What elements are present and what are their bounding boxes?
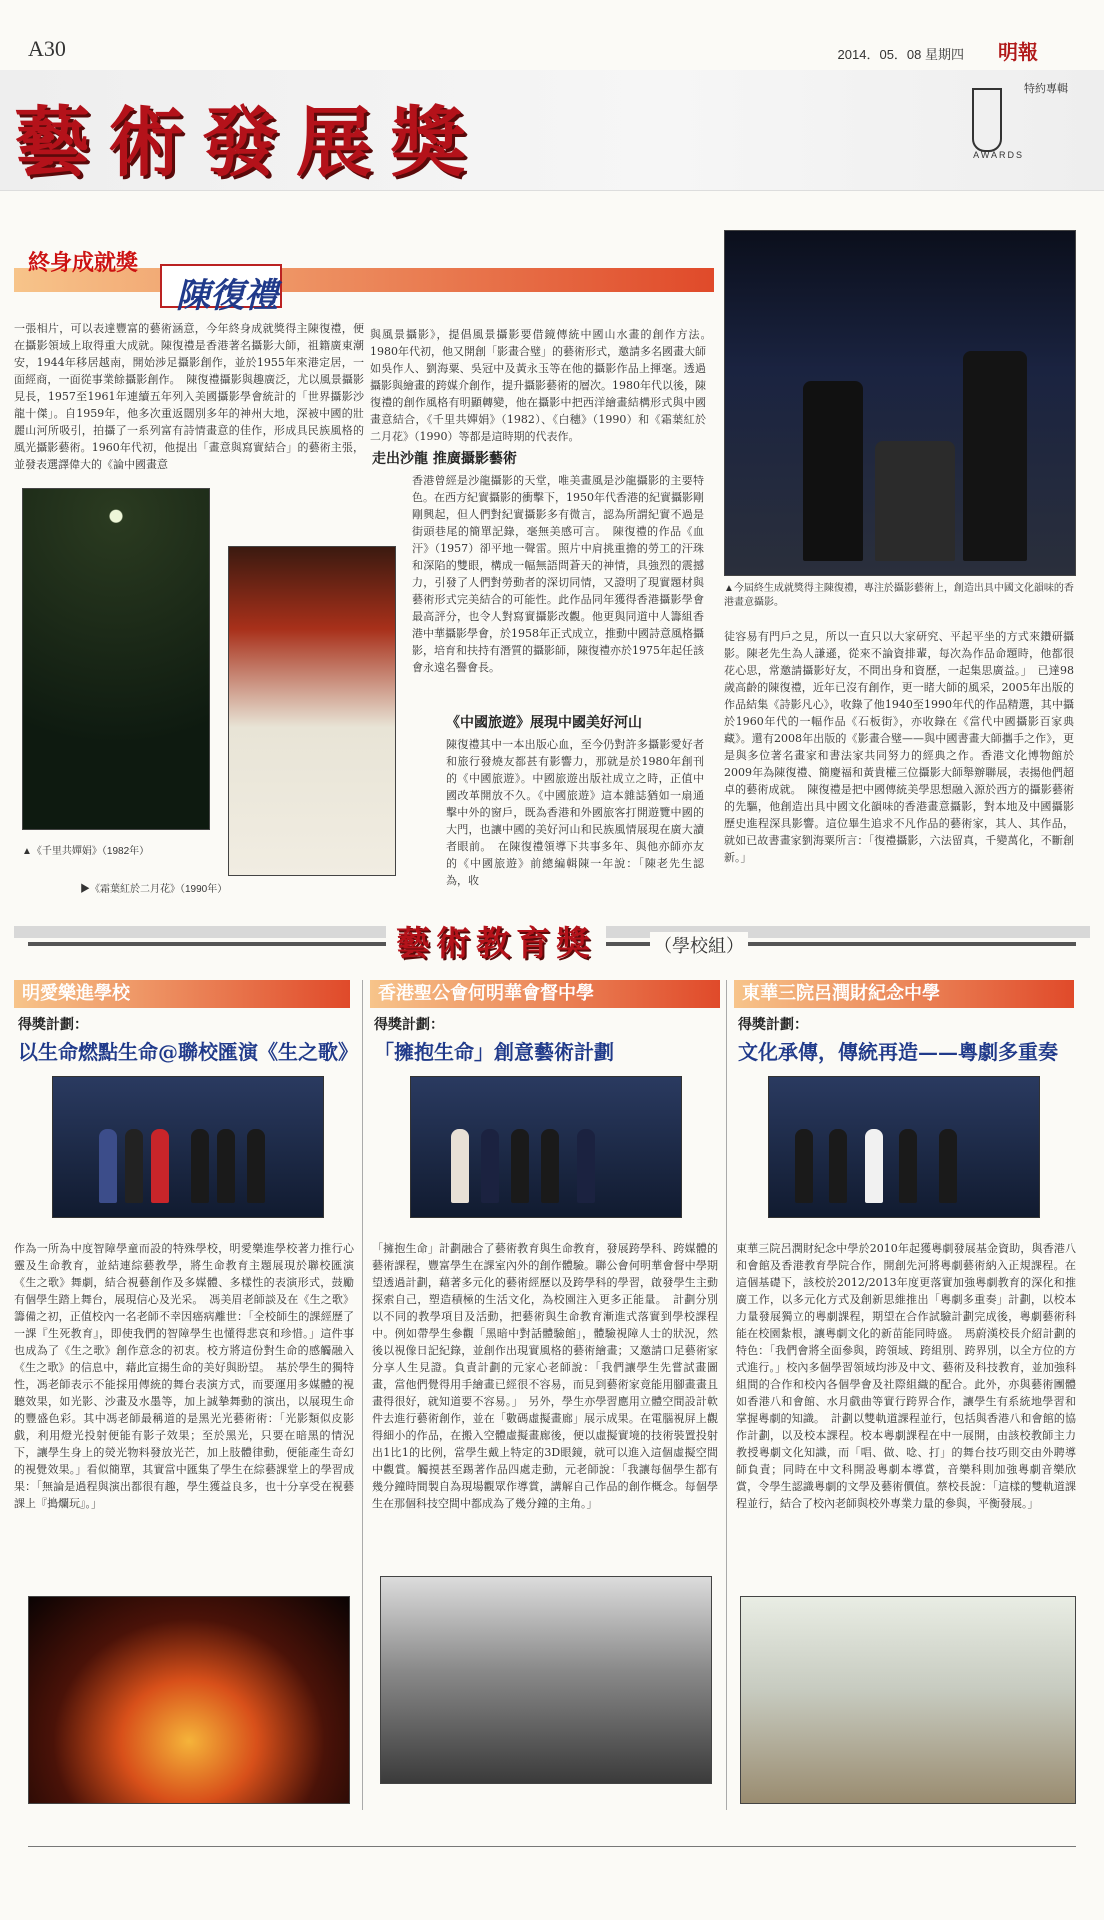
teacher-figure (795, 1129, 813, 1203)
school-1-name: 明愛樂進學校 (22, 983, 130, 1004)
newspaper-logo: 明報 (998, 40, 1038, 64)
lifetime-column-2a: 與風景攝影》，提倡風景攝影要借鏡傳統中國山水畫的創作方法。 1980年代初，他又開創「影畫合璧」的藝術形式，邀請多名國畫大師如吳作人、劉海粟、吳冠中及黃永玉等在他的攝影作品上揮毫。透過攝影與繪畫的跨媒介創作，提升攝影藝術的層次。1980年代以後，陳復禮的創作風格有明顯轉變，他在攝影中把西洋繪畫結構形式與中國畫意結合，《千里共嬋娟》（1982）、《白穗》（1990）和《霜葉紅於二月花》（1990）等都是這時期的代表作。 (370, 328, 717, 443)
student-figure (99, 1129, 117, 1203)
caption-main-photo: ▲今屆終生成就獎得主陳復禮，專注於攝影藝術上，創造出具中國文化韻味的香港畫意攝影。 (724, 583, 1074, 608)
school-2-name: 香港聖公會何明華會督中學 (378, 983, 594, 1004)
photo-award-ceremony (724, 230, 1076, 576)
school-2-group-photo (410, 1076, 682, 1218)
school-3-group-photo (768, 1076, 1040, 1218)
school-1-group-photo (52, 1076, 324, 1218)
school-3-plan-label: 得獎計劃： (738, 1017, 808, 1033)
awards-tag: AWARDS (973, 150, 1024, 160)
caption-photo-1: ▲《千里共嬋娟》（1982年） (22, 846, 150, 857)
laureate-wheelchair-figure (875, 441, 955, 561)
student-figure (151, 1129, 169, 1203)
special-feature-label: 特約專輯 (1024, 83, 1068, 95)
school-1-plan-label: 得獎計劃： (18, 1017, 88, 1033)
teacher-figure (217, 1129, 235, 1203)
officiator-figure (247, 1129, 265, 1203)
student-figure (125, 1129, 143, 1203)
officiator-figure (577, 1129, 595, 1203)
school-2-plan: 「擁抱生命」創意藝術計劃 (374, 1040, 614, 1064)
lifetime-column-2c: 陳復禮其中一本出版心血，至今仍對許多攝影愛好者和旅行發燒友都甚有影響力，那就是於1980年創刊的《中國旅遊》。中國旅遊出版社成立之時，正值中國改革開放不久。《中國旅遊》這本雜誌猶如一扇通擊中外的窗戶，既為香港和外國旅客打開遊覽中國的大門，也讓中國的美好河山和民族風情展現在廣大讀者眼前。 在陳復禮領導下共事多年、與他亦師亦友的《中國旅遊》前總編輯陳一年說：「陳老先生認為，收 (446, 738, 704, 887)
trophy-icon (972, 88, 1002, 152)
teacher-figure (191, 1129, 209, 1203)
school-3-rehearsal-photo (740, 1596, 1076, 1804)
lifetime-award-label: 終身成就獎 (28, 250, 139, 276)
officiator-figure (939, 1129, 957, 1203)
column-divider (362, 980, 363, 1810)
issue-date: 2014．05．08 星期四 (837, 47, 964, 62)
column-divider (726, 980, 727, 1810)
school-1-plan: 以生命燃點生命@聯校匯演《生之歌》 (18, 1040, 358, 1064)
school-2-body: 「擁抱生命」計劃融合了藝術教育與生命教育，發展跨學科、跨媒體的藝術課程，豐富學生在課室內外的創作體驗。聯公會何明華會督中學期望透過計劃，藉著多元化的藝術經歷以及跨學科的學習，啟發學生主動探索自己，塑造積極的生活文化，為校園注入更多正能量。 計劃分別以不同的教學項目及活動，把藝術與生命教育漸進式落實到學校課程中。例如帶學生參觀「黑暗中對話體驗館」，體驗視障人士的狀況，然後以視像日記紀錄，並創作出現實風格的藝術繪畫；又邀請口足藝術家分享人生見證。負責計劃的元家心老師說：「我們讓學生先嘗試畫圖畫，當他們覺得用手繪畫已經很不容易，而見到藝術家竟能用腳畫畫且畫得很好，就知道要不容易。」 另外，學生亦學習應用立體空間設計軟件去進行藝術創作，並在「數碼虛擬畫廊」展示成果。在電腦視屏上觀得細小的作品，在搬入空體虛擬畫廊後，便以虛擬實境的技術裝置投射出1比1的比例，當學生戴上特定的3D眼鏡，就可以進入這個虛擬空間中觀賞。觸摸甚至踢著作品四處走動，元老師說：「我讓每個學生都有幾分鐘時間製自為現場觀眾作導賞，講解自己作品的創作概念。每個學生在那個科技空間中都成為了幾分鐘的主角。」 (372, 1242, 718, 1510)
teacher-figure (481, 1129, 499, 1203)
student-figure (541, 1129, 559, 1203)
lifetime-column-2b: 香港曾經是沙龍攝影的天堂，唯美畫風是沙龍攝影的主要特色。在西方紀實攝影的衝擊下，1950年代香港的紀實攝影剛剛興起，但人們對紀實攝影多有微言，認為所謂紀實不過是街頭巷尾的簡單記錄，毫無美感可言。 陳復禮的作品《血汗》（1957）卻平地一聲雷。照片中肩挑重擔的勞工的汗珠和深陷的雙眼，構成一幅無語問蒼天的神情，具強烈的震撼力，引發了人們對勞動者的深切同情，又證明了現實題材與藝術形式完美結合的可能性。此作品同年獲得香港攝影學會最高評分，也令人對寫實攝影改觀。他更與同道中人籌組香港中華攝影學會，於1958年正式成立，推動中國詩意風格攝影，培育和扶持有潛質的攝影師，陳復禮亦於1975年起任該會永遠名譽會長。 (412, 474, 704, 674)
page-title: 藝術發展獎 (14, 98, 484, 187)
teacher-figure (899, 1129, 917, 1203)
subhead-salon: 走出沙龍 推廣攝影藝術 (372, 451, 517, 467)
education-award-title: 藝術教育獎 (386, 916, 606, 965)
subhead-china-travel: 《中國旅遊》展現中國美好河山 (446, 715, 642, 731)
school-2-plan-label: 得獎計劃： (374, 1017, 444, 1033)
lifetime-column-1: 一張相片，可以表達豐富的藝術涵意，今年終身成就獎得主陳復禮，便在攝影領域上取得重大成就。陳復禮是香港著名攝影大師，祖籍廣東潮安，1944年移居越南，開始涉足攝影創作，並於1955年來港定居，一面經商，一面從事業餘攝影創作。 陳復禮攝影與趣廣泛，尤以風景攝影見長，1957至1961年連續五年列入美國攝影學會統計的「世界攝影沙龍十傑」。自1959年，他多次重返闊別多年的神州大地，深被中國的壯麗山河所吸引，拍攝了一系列富有詩情畫意的佳作，形成具民族風格的風光攝影藝術。1960年代初，他提出「畫意與寫實結合」的藝術主張，並發表選譯偉大的《論中國畫意 (14, 322, 364, 471)
officiator-figure (963, 351, 1027, 561)
school-1-body: 作為一所為中度智障學童而設的特殊學校，明愛樂進學校著力推行心靈及生命教育，並結連綜藝教學，將生命教育主題展現於聯校匯演《生之歌》舞劇，結合視藝創作及多媒體、多樣性的表演形式，鼓勵有個學生踏上舞台，展現信心及光采。 馮美眉老師談及在《生之歌》籌備之初，正值校內一名老師不幸因癌病離世：「全校師生的課經歷了一課『生死教育』，即使我們的智障學生也懂得悲哀和珍惜。」這件事也成為了《生之歌》創作意念的初衷。校方將這份對生命的感觸融入《生之歌》的信息中，藉此宣揚生命的美好與盼望。 基於學生的獨特性，馮老師表示不能採用傳統的舞台表演方式，而要運用多媒體的視聽效果，如光影、沙畫及水墨等，加上誠摯舞動的演出，以展現生命的豐盛色彩。其中馮老師最稱道的是黑光光藝術術：「光影類似皮影戲，利用燈光投射便能有影子效果；至於黑光，只要在暗黑的情況下，讓學生身上的熒光物料發放光芒，加上肢體律動，便能產生奇幻的視覺效果。」看似簡單，其實當中匯集了學生在綜藝課堂上的學習成果：「無論是過程與演出都很有趣，學生獲益良多，也十分享受在視藝課上『搗爛玩』。」 (14, 1242, 354, 1510)
photo-moon-landscape (22, 488, 210, 830)
student-figure (511, 1129, 529, 1203)
presenter-figure (803, 381, 863, 561)
page-number: A30 (28, 36, 66, 61)
school-2-classroom-photo (380, 1576, 712, 1784)
teacher-figure (829, 1129, 847, 1203)
footer-rule (28, 1846, 1076, 1847)
photo-autumn-leaves (228, 546, 396, 876)
caption-photo-2: ▶《霜葉紅於二月花》（1990年） (80, 884, 228, 895)
lifetime-column-3: 徒容易有門戶之見，所以一直只以大家研究、平起平坐的方式來鑽研攝影。陳老先生為人謙遜，從來不論資排輩，每次為作品命題時，他都很花心思，常邀請攝影好友，不問出身和資歷，一起集思廣益。」 已達98歲高齡的陳復禮，近年已沒有創作，更一睹大師的風采，2005年出版的作品結集《詩影凡心》，收錄了他1940至1990年代的作品精選，其中攝於1960年代的一幅作品《石板街》，亦收錄在《當代中國攝影百家典藏》。還有2008年出版的《影畫合璧——與中國書畫大師攜手之作》，更是與多位著名畫家和書法家共同努力的經典之作。香港文化博物館於2009年為陳復禮、簡慶福和黃貴權三位攝影大師舉辦聯展，表揚他們超卓的藝術成就。 陳復禮是把中國傳統美學思想融入源於西方的攝影藝術的先驅，他創造出具中國文化韻味的香港畫意攝影，對本地及中國攝影歷史進程深具影響。這位畢生追求不凡作品的藝術家，其人、其作品，就如已故書畫家劉海粟所言：「復禮攝影，六法留真，千變萬化，不斷創新。」 (724, 630, 1074, 864)
school-3-name: 東華三院呂潤財紀念中學 (742, 983, 940, 1004)
student-figure (865, 1129, 883, 1203)
education-award-subtitle: （學校組） (650, 932, 748, 958)
student-figure (451, 1129, 469, 1203)
school-1-performance-photo (28, 1596, 350, 1804)
laureate-name: 陳復禮 (176, 276, 278, 316)
school-3-plan: 文化承傳，傳統再造——粵劇多重奏 (738, 1040, 1058, 1064)
school-3-body: 東華三院呂潤財紀念中學於2010年起獲粵劇發展基金資助，與香港八和會館及香港教育學院合作，開創先河將粵劇藝術納入正規課程。在這個基礎下，該校於2012/2013年度更落實加強粵劇教育的深化和推廣工作，以多元化方式及創新思維推出「粵劇多重奏」計劃，以校本力量發展獨立的粵劇課程，期望在合作試驗計劃完成後，粵劇藝術科能在校園紮根，讓粵劇文化的新苗能同時盛。 馬蔚漢校長介紹計劃的特色：「我們會將全面參與，跨領域、跨組別、跨界別，以全方位的方式進行。」校內多個學習領域均涉及中文、藝術及科技教育，並加強科組間的合作和校內各個學會及社際組織的配合。此外，亦與藝術團體如香港八和會館、水月戲曲等實行跨界合作，讓學生有系統地學習和掌握粵劇的知識。 計劃以雙軌道課程並行，包括與香港八和會館的協作計劃，以及校本課程。校本粵劇課程在中一展開，由該校教師主力教授粵劇文化知識，而「唱、做、唸、打」的舞台技巧則交由外聘導師負責；同時在中文科開設粵劇本導賞，音樂科則加強粵劇音樂欣賞，令學生認識粵劇的文學及藝術價值。蔡校長說：「這樣的雙軌道課程並行，結合了校內老師與校外專業力量的參與，平衡發展。」 (736, 1242, 1076, 1510)
